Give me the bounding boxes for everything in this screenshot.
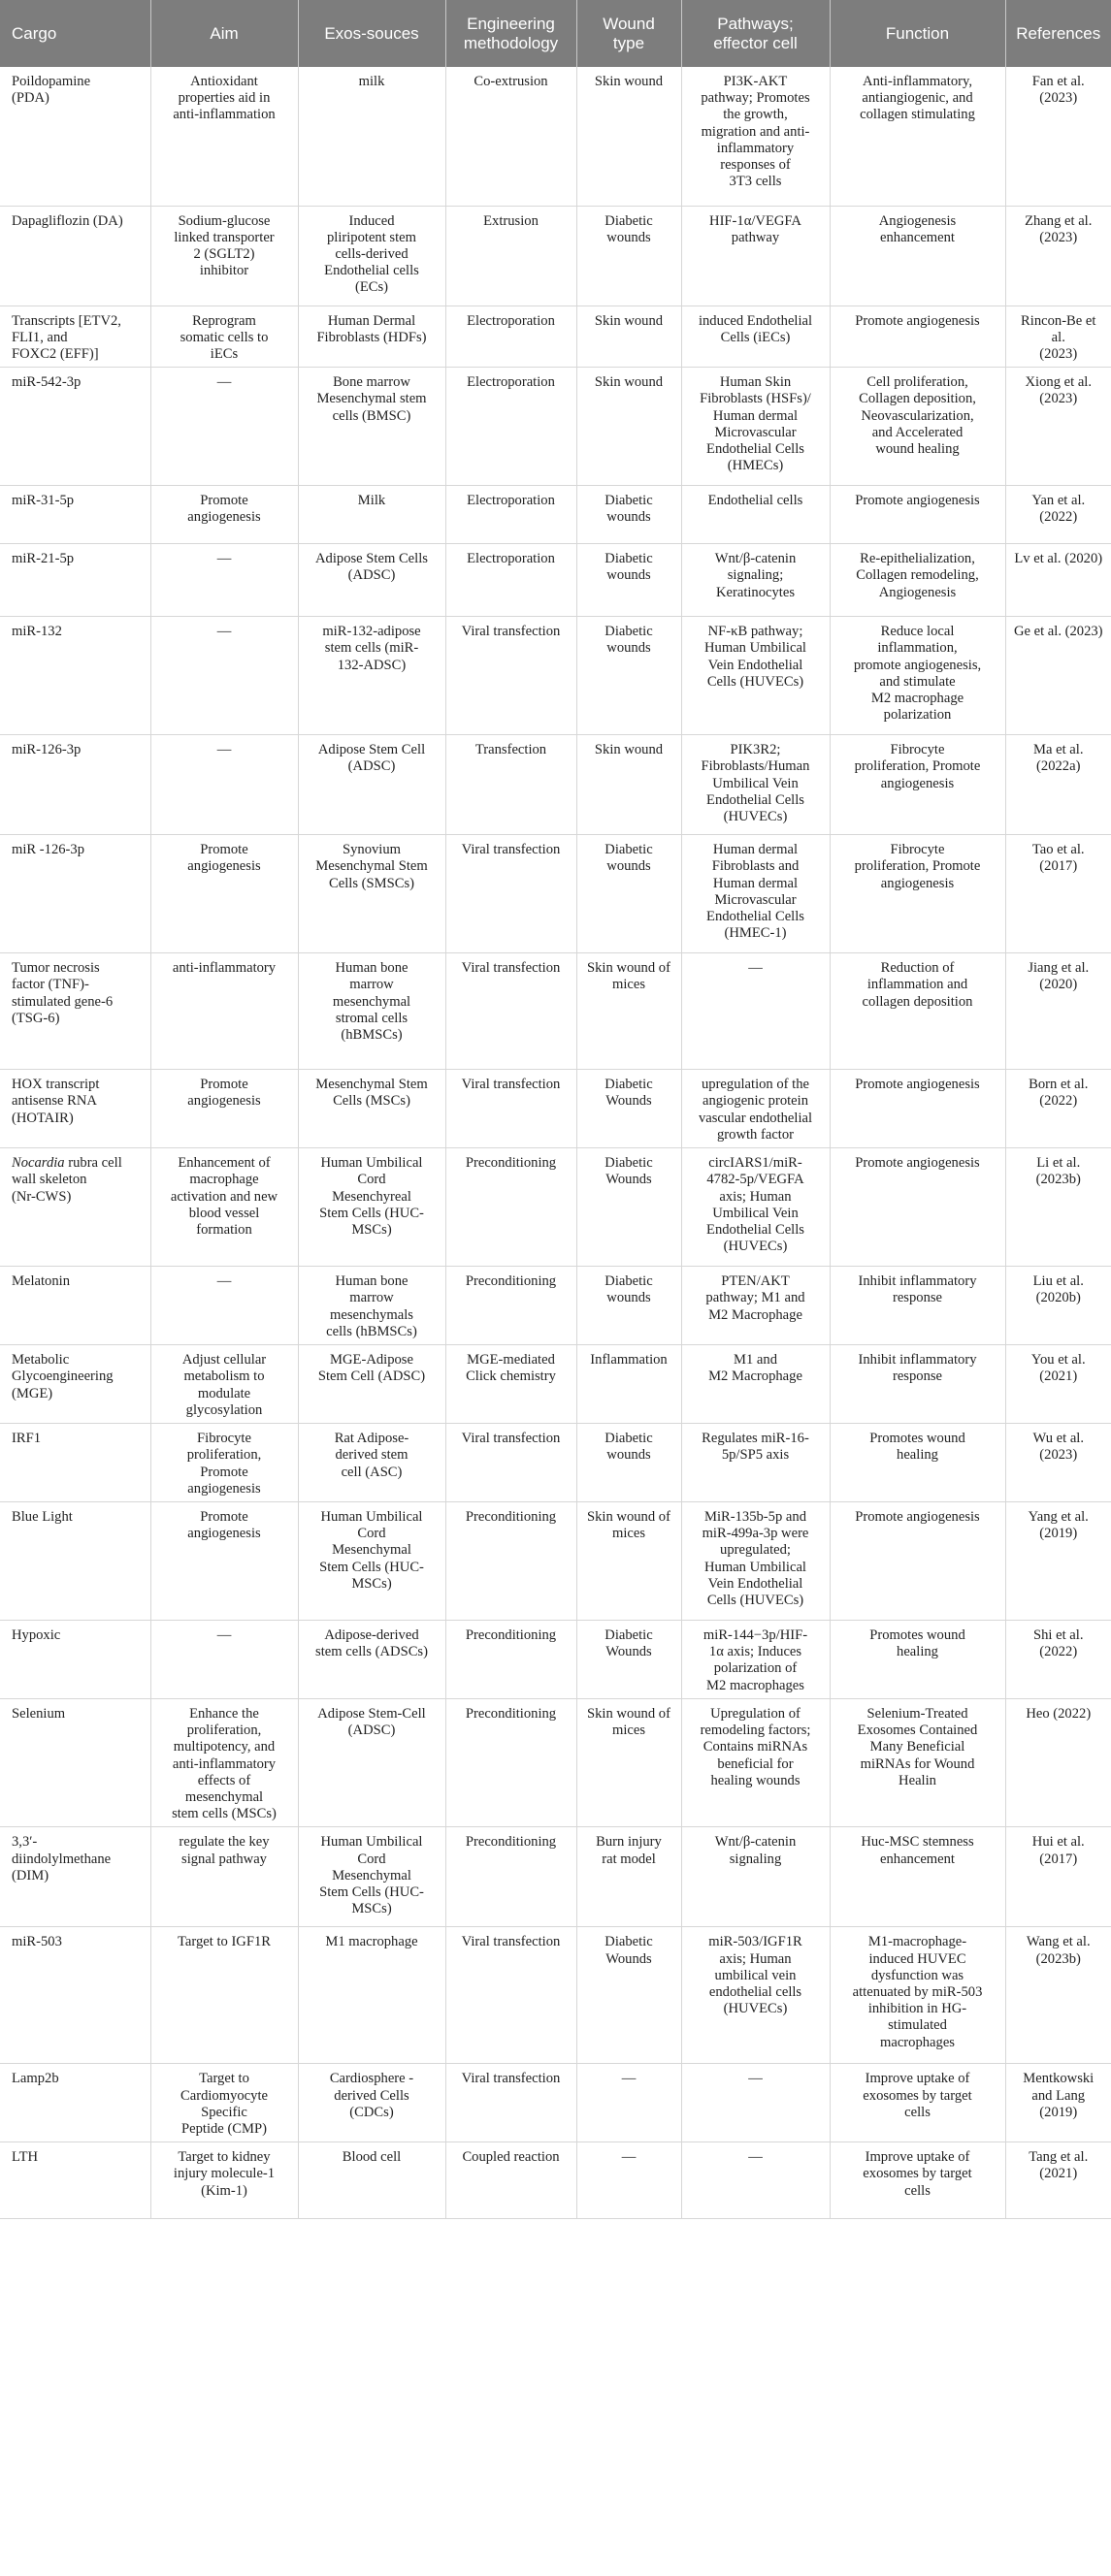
- cell-function: Reduce local inflammation, promote angiogenesis, and stimulate M2 macrophage polarization: [830, 617, 1005, 735]
- cell-reference: Wang et al. (2023b): [1005, 1927, 1111, 2064]
- header-pathways: Pathways; effector cell: [681, 0, 830, 67]
- table-row: [0, 2064, 1111, 2142]
- cell-reference: Zhang et al. (2023): [1005, 206, 1111, 306]
- table-row: [0, 206, 1111, 306]
- table-row: [0, 486, 1111, 544]
- cell-reference: You et al. (2021): [1005, 1345, 1111, 1424]
- table-row: [0, 1501, 1111, 1620]
- cell-pathway: PIK3R2; Fibroblasts/Human Umbilical Vein Endothelial Cells (HUVECs): [681, 735, 830, 835]
- cell-aim: Antioxidant properties aid in anti-inflammation: [150, 67, 298, 206]
- cell-aim: —: [150, 1620, 298, 1698]
- cell-wound-type: Skin wound: [576, 735, 681, 835]
- cell-reference: Born et al. (2022): [1005, 1070, 1111, 1148]
- cell-exos-source: M1 macrophage: [298, 1927, 445, 2064]
- cell-engineering-methodology: Viral transfection: [445, 953, 576, 1070]
- cell-engineering-methodology: Transfection: [445, 735, 576, 835]
- table-row: [0, 306, 1111, 368]
- cell-exos-source: Bone marrow Mesenchymal stem cells (BMSC): [298, 368, 445, 486]
- cell-exos-source: Blood cell: [298, 2142, 445, 2219]
- cell-cargo: 3,3′- diindolylmethane (DIM): [0, 1827, 150, 1927]
- cell-exos-source: Human Umbilical Cord Mesenchymal Stem Cells (HUC- MSCs): [298, 1501, 445, 1620]
- cell-exos-source: Induced pliripotent stem cells-derived Endothelial cells (ECs): [298, 206, 445, 306]
- cell-wound-type: —: [576, 2064, 681, 2142]
- cell-engineering-methodology: Electroporation: [445, 306, 576, 368]
- cell-cargo: miR-126-3p: [0, 735, 150, 835]
- cell-aim: Enhance the proliferation, multipotency, and anti-inflammatory effects of mesenchymal stem cells (MSCs): [150, 1698, 298, 1826]
- cell-pathway: miR-144−3p/HIF- 1α axis; Induces polarization of M2 macrophages: [681, 1620, 830, 1698]
- cell-aim: Promote angiogenesis: [150, 1070, 298, 1148]
- cell-engineering-methodology: Viral transfection: [445, 617, 576, 735]
- cell-wound-type: Diabetic wounds: [576, 617, 681, 735]
- cell-aim: Reprogram somatic cells to iECs: [150, 306, 298, 368]
- cell-aim: Target to Cardiomyocyte Specific Peptide (CMP): [150, 2064, 298, 2142]
- cell-cargo: miR-31-5p: [0, 486, 150, 544]
- cargo-genus-italic: Nocardia: [12, 1155, 65, 1172]
- cell-engineering-methodology: Extrusion: [445, 206, 576, 306]
- cell-pathway: Regulates miR-16- 5p/SP5 axis: [681, 1424, 830, 1502]
- table-row: [0, 953, 1111, 1070]
- cell-wound-type: Inflammation: [576, 1345, 681, 1424]
- cell-engineering-methodology: Coupled reaction: [445, 2142, 576, 2219]
- cell-reference: Yang et al. (2019): [1005, 1501, 1111, 1620]
- cell-exos-source: Adipose Stem Cell (ADSC): [298, 735, 445, 835]
- table-row: [0, 1424, 1111, 1502]
- cell-aim: Promote angiogenesis: [150, 835, 298, 953]
- cell-wound-type: Diabetic Wounds: [576, 1070, 681, 1148]
- table-row: [0, 544, 1111, 617]
- cell-wound-type: Diabetic wounds: [576, 1424, 681, 1502]
- cell-reference: Mentkowski and Lang (2019): [1005, 2064, 1111, 2142]
- cell-aim: —: [150, 617, 298, 735]
- header-aim: Aim: [150, 0, 298, 67]
- cell-exos-source: MGE-Adipose Stem Cell (ADSC): [298, 1345, 445, 1424]
- cell-engineering-methodology: Preconditioning: [445, 1267, 576, 1345]
- cell-pathway: PI3K-AKT pathway; Promotes the growth, migration and anti- inflammatory responses of 3T3 cells: [681, 67, 830, 206]
- cell-cargo: Dapagliflozin (DA): [0, 206, 150, 306]
- cell-exos-source: Human Dermal Fibroblasts (HDFs): [298, 306, 445, 368]
- cell-function: Angiogenesis enhancement: [830, 206, 1005, 306]
- cell-exos-source: Adipose-derived stem cells (ADSCs): [298, 1620, 445, 1698]
- cell-aim: —: [150, 735, 298, 835]
- cell-cargo: Poildopamine (PDA): [0, 67, 150, 206]
- cell-exos-source: Synovium Mesenchymal Stem Cells (SMSCs): [298, 835, 445, 953]
- cell-engineering-methodology: Preconditioning: [445, 1827, 576, 1927]
- cell-cargo: Hypoxic: [0, 1620, 150, 1698]
- cell-pathway: NF-κB pathway; Human Umbilical Vein Endothelial Cells (HUVECs): [681, 617, 830, 735]
- cell-aim: Target to kidney injury molecule-1 (Kim-1): [150, 2142, 298, 2219]
- cell-engineering-methodology: Electroporation: [445, 368, 576, 486]
- cell-wound-type: Burn injury rat model: [576, 1827, 681, 1927]
- cell-function: Fibrocyte proliferation, Promote angiogenesis: [830, 735, 1005, 835]
- cell-exos-source: Mesenchymal Stem Cells (MSCs): [298, 1070, 445, 1148]
- cell-exos-source: miR-132-adipose stem cells (miR- 132-ADSC): [298, 617, 445, 735]
- cell-function: Promotes wound healing: [830, 1424, 1005, 1502]
- cell-pathway: Endothelial cells: [681, 486, 830, 544]
- cell-exos-source: Milk: [298, 486, 445, 544]
- cell-pathway: HIF-1α/VEGFA pathway: [681, 206, 830, 306]
- cell-wound-type: Skin wound: [576, 368, 681, 486]
- cell-wound-type: Diabetic wounds: [576, 1267, 681, 1345]
- cell-function: Re-epithelialization, Collagen remodeling, Angiogenesis: [830, 544, 1005, 617]
- cell-engineering-methodology: Viral transfection: [445, 1927, 576, 2064]
- cell-exos-source: Adipose Stem-Cell (ADSC): [298, 1698, 445, 1826]
- cell-exos-source: Human bone marrow mesenchymal stromal cells (hBMSCs): [298, 953, 445, 1070]
- cell-wound-type: Diabetic wounds: [576, 544, 681, 617]
- cell-reference: Li et al. (2023b): [1005, 1148, 1111, 1267]
- cell-pathway: circIARS1/miR- 4782-5p/VEGFA axis; Human Umbilical Vein Endothelial Cells (HUVECs): [681, 1148, 830, 1267]
- cell-engineering-methodology: Electroporation: [445, 544, 576, 617]
- cell-aim: Sodium-glucose linked transporter 2 (SGLT2) inhibitor: [150, 206, 298, 306]
- cell-aim: —: [150, 368, 298, 486]
- cell-wound-type: Skin wound: [576, 306, 681, 368]
- cell-pathway: M1 and M2 Macrophage: [681, 1345, 830, 1424]
- header-cargo: Cargo: [0, 0, 150, 67]
- cell-function: Reduction of inflammation and collagen deposition: [830, 953, 1005, 1070]
- cell-cargo: Metabolic Glycoengineering (MGE): [0, 1345, 150, 1424]
- cell-wound-type: Diabetic Wounds: [576, 1148, 681, 1267]
- table-row: [0, 368, 1111, 486]
- table-row: [0, 1148, 1111, 1267]
- cell-aim: —: [150, 544, 298, 617]
- cell-reference: Ma et al. (2022a): [1005, 735, 1111, 835]
- header-function: Function: [830, 0, 1005, 67]
- cell-cargo: Lamp2b: [0, 2064, 150, 2142]
- table-row: [0, 1267, 1111, 1345]
- cell-wound-type: —: [576, 2142, 681, 2219]
- cell-engineering-methodology: Viral transfection: [445, 1070, 576, 1148]
- cell-cargo: Melatonin: [0, 1267, 150, 1345]
- cell-engineering-methodology: Viral transfection: [445, 2064, 576, 2142]
- cell-function: Promote angiogenesis: [830, 1070, 1005, 1148]
- cell-engineering-methodology: Co-extrusion: [445, 67, 576, 206]
- cell-function: Promote angiogenesis: [830, 486, 1005, 544]
- cell-pathway: Upregulation of remodeling factors; Contains miRNAs beneficial for healing wounds: [681, 1698, 830, 1826]
- cell-function: Huc-MSC stemness enhancement: [830, 1827, 1005, 1927]
- cell-exos-source: Rat Adipose- derived stem cell (ASC): [298, 1424, 445, 1502]
- cell-pathway: miR-503/IGF1R axis; Human umbilical vein endothelial cells (HUVECs): [681, 1927, 830, 2064]
- cell-pathway: upregulation of the angiogenic protein vascular endothelial growth factor: [681, 1070, 830, 1148]
- cell-cargo: miR-542-3p: [0, 368, 150, 486]
- cell-engineering-methodology: Viral transfection: [445, 835, 576, 953]
- table-row: [0, 617, 1111, 735]
- cell-function: Inhibit inflammatory response: [830, 1267, 1005, 1345]
- cell-reference: Heo (2022): [1005, 1698, 1111, 1826]
- table-row: [0, 67, 1111, 206]
- table-row: [0, 1070, 1111, 1148]
- header-wound-type: Wound type: [576, 0, 681, 67]
- cell-reference: Ge et al. (2023): [1005, 617, 1111, 735]
- table-row: [0, 835, 1111, 953]
- cell-wound-type: Diabetic Wounds: [576, 1620, 681, 1698]
- cell-pathway: Wnt/β-catenin signaling: [681, 1827, 830, 1927]
- cargo-text: rubra cell wall skeleton (Nr-CWS): [12, 1155, 122, 1205]
- cell-exos-source: Human bone marrow mesenchymals cells (hBMSCs): [298, 1267, 445, 1345]
- cell-function: Selenium-Treated Exosomes Contained Many Beneficial miRNAs for Wound Healin: [830, 1698, 1005, 1826]
- cell-wound-type: Diabetic wounds: [576, 486, 681, 544]
- cell-wound-type: Diabetic wounds: [576, 835, 681, 953]
- cell-wound-type: Skin wound of mices: [576, 1698, 681, 1826]
- cell-pathway: Human dermal Fibroblasts and Human dermal Microvascular Endothelial Cells (HMEC-1): [681, 835, 830, 953]
- table-row: [0, 1827, 1111, 1927]
- cell-function: Promote angiogenesis: [830, 1501, 1005, 1620]
- cell-cargo: IRF1: [0, 1424, 150, 1502]
- cell-pathway: Wnt/β-catenin signaling; Keratinocytes: [681, 544, 830, 617]
- cell-pathway: —: [681, 2142, 830, 2219]
- cell-exos-source: Cardiosphere - derived Cells (CDCs): [298, 2064, 445, 2142]
- cell-reference: Yan et al. (2022): [1005, 486, 1111, 544]
- table-body: [0, 67, 1111, 2219]
- cell-reference: Fan et al. (2023): [1005, 67, 1111, 206]
- cell-cargo: Tumor necrosis factor (TNF)- stimulated gene-6 (TSG-6): [0, 953, 150, 1070]
- cell-reference: Lv et al. (2020): [1005, 544, 1111, 617]
- cell-cargo: HOX transcript antisense RNA (HOTAIR): [0, 1070, 150, 1148]
- cell-engineering-methodology: Preconditioning: [445, 1148, 576, 1267]
- table-row: [0, 1927, 1111, 2064]
- cell-function: Promote angiogenesis: [830, 306, 1005, 368]
- cell-function: Fibrocyte proliferation, Promote angiogenesis: [830, 835, 1005, 953]
- cell-wound-type: Skin wound of mices: [576, 1501, 681, 1620]
- header-row: [0, 0, 1111, 67]
- table-row: [0, 735, 1111, 835]
- header-engineering-methodology: Engineering methodology: [445, 0, 576, 67]
- cell-aim: regulate the key signal pathway: [150, 1827, 298, 1927]
- cell-reference: Xiong et al. (2023): [1005, 368, 1111, 486]
- cell-reference: Jiang et al. (2020): [1005, 953, 1111, 1070]
- cell-wound-type: Skin wound: [576, 67, 681, 206]
- cell-function: Inhibit inflammatory response: [830, 1345, 1005, 1424]
- cell-engineering-methodology: Preconditioning: [445, 1620, 576, 1698]
- cell-aim: Adjust cellular metabolism to modulate glycosylation: [150, 1345, 298, 1424]
- cell-pathway: PTEN/AKT pathway; M1 and M2 Macrophage: [681, 1267, 830, 1345]
- cell-wound-type: Diabetic wounds: [576, 206, 681, 306]
- cell-cargo: miR -126-3p: [0, 835, 150, 953]
- cell-exos-source: Human Umbilical Cord Mesenchymal Stem Cells (HUC- MSCs): [298, 1827, 445, 1927]
- table-row: [0, 1698, 1111, 1826]
- cell-pathway: induced Endothelial Cells (iECs): [681, 306, 830, 368]
- cell-cargo: miR-503: [0, 1927, 150, 2064]
- cell-reference: Liu et al. (2020b): [1005, 1267, 1111, 1345]
- table-row: [0, 1620, 1111, 1698]
- cell-reference: Wu et al. (2023): [1005, 1424, 1111, 1502]
- cell-reference: Tao et al. (2017): [1005, 835, 1111, 953]
- cell-engineering-methodology: Electroporation: [445, 486, 576, 544]
- cell-reference: Hui et al. (2017): [1005, 1827, 1111, 1927]
- cell-function: Improve uptake of exosomes by target cells: [830, 2142, 1005, 2219]
- table-row: [0, 1345, 1111, 1424]
- table-row: [0, 2142, 1111, 2219]
- cell-cargo: miR-21-5p: [0, 544, 150, 617]
- cell-cargo: [0, 1148, 150, 1267]
- cell-cargo: Transcripts [ETV2, FLI1, and FOXC2 (EFF)]: [0, 306, 150, 368]
- cell-reference: Shi et al. (2022): [1005, 1620, 1111, 1698]
- cell-exos-source: milk: [298, 67, 445, 206]
- cell-reference: Tang et al. (2021): [1005, 2142, 1111, 2219]
- cell-aim: Promote angiogenesis: [150, 1501, 298, 1620]
- cell-cargo: Blue Light: [0, 1501, 150, 1620]
- cell-reference: Rincon-Be et al. (2023): [1005, 306, 1111, 368]
- cell-function: Promote angiogenesis: [830, 1148, 1005, 1267]
- cell-aim: Fibrocyte proliferation, Promote angiogenesis: [150, 1424, 298, 1502]
- cell-wound-type: Diabetic Wounds: [576, 1927, 681, 2064]
- cell-engineering-methodology: Preconditioning: [445, 1698, 576, 1826]
- cell-aim: —: [150, 1267, 298, 1345]
- cell-pathway: Human Skin Fibroblasts (HSFs)/ Human dermal Microvascular Endothelial Cells (HMECs): [681, 368, 830, 486]
- cell-pathway: MiR-135b-5p and miR-499a-3p were upregulated; Human Umbilical Vein Endothelial Cells (HUVECs): [681, 1501, 830, 1620]
- cell-exos-source: Adipose Stem Cells (ADSC): [298, 544, 445, 617]
- cell-engineering-methodology: Viral transfection: [445, 1424, 576, 1502]
- cell-aim: anti-inflammatory: [150, 953, 298, 1070]
- header-references: References: [1005, 0, 1111, 67]
- cell-function: Cell proliferation, Collagen deposition, Neovascularization, and Accelerated wound healing: [830, 368, 1005, 486]
- cell-function: Promotes wound healing: [830, 1620, 1005, 1698]
- cell-cargo: Selenium: [0, 1698, 150, 1826]
- cell-aim: Target to IGF1R: [150, 1927, 298, 2064]
- header-exos-sources: Exos-souces: [298, 0, 445, 67]
- cell-exos-source: Human Umbilical Cord Mesenchyreal Stem Cells (HUC- MSCs): [298, 1148, 445, 1267]
- cell-wound-type: Skin wound of mices: [576, 953, 681, 1070]
- cell-engineering-methodology: Preconditioning: [445, 1501, 576, 1620]
- cell-function: M1-macrophage- induced HUVEC dysfunction was attenuated by miR-503 inhibition in HG- stimulated macrophages: [830, 1927, 1005, 2064]
- cell-pathway: —: [681, 2064, 830, 2142]
- cell-pathway: —: [681, 953, 830, 1070]
- cell-function: Anti-inflammatory, antiangiogenic, and collagen stimulating: [830, 67, 1005, 206]
- cell-cargo: LTH: [0, 2142, 150, 2219]
- cell-cargo: miR-132: [0, 617, 150, 735]
- cell-engineering-methodology: MGE-mediated Click chemistry: [445, 1345, 576, 1424]
- cell-aim: Enhancement of macrophage activation and new blood vessel formation: [150, 1148, 298, 1267]
- cell-function: Improve uptake of exosomes by target cells: [830, 2064, 1005, 2142]
- cell-aim: Promote angiogenesis: [150, 486, 298, 544]
